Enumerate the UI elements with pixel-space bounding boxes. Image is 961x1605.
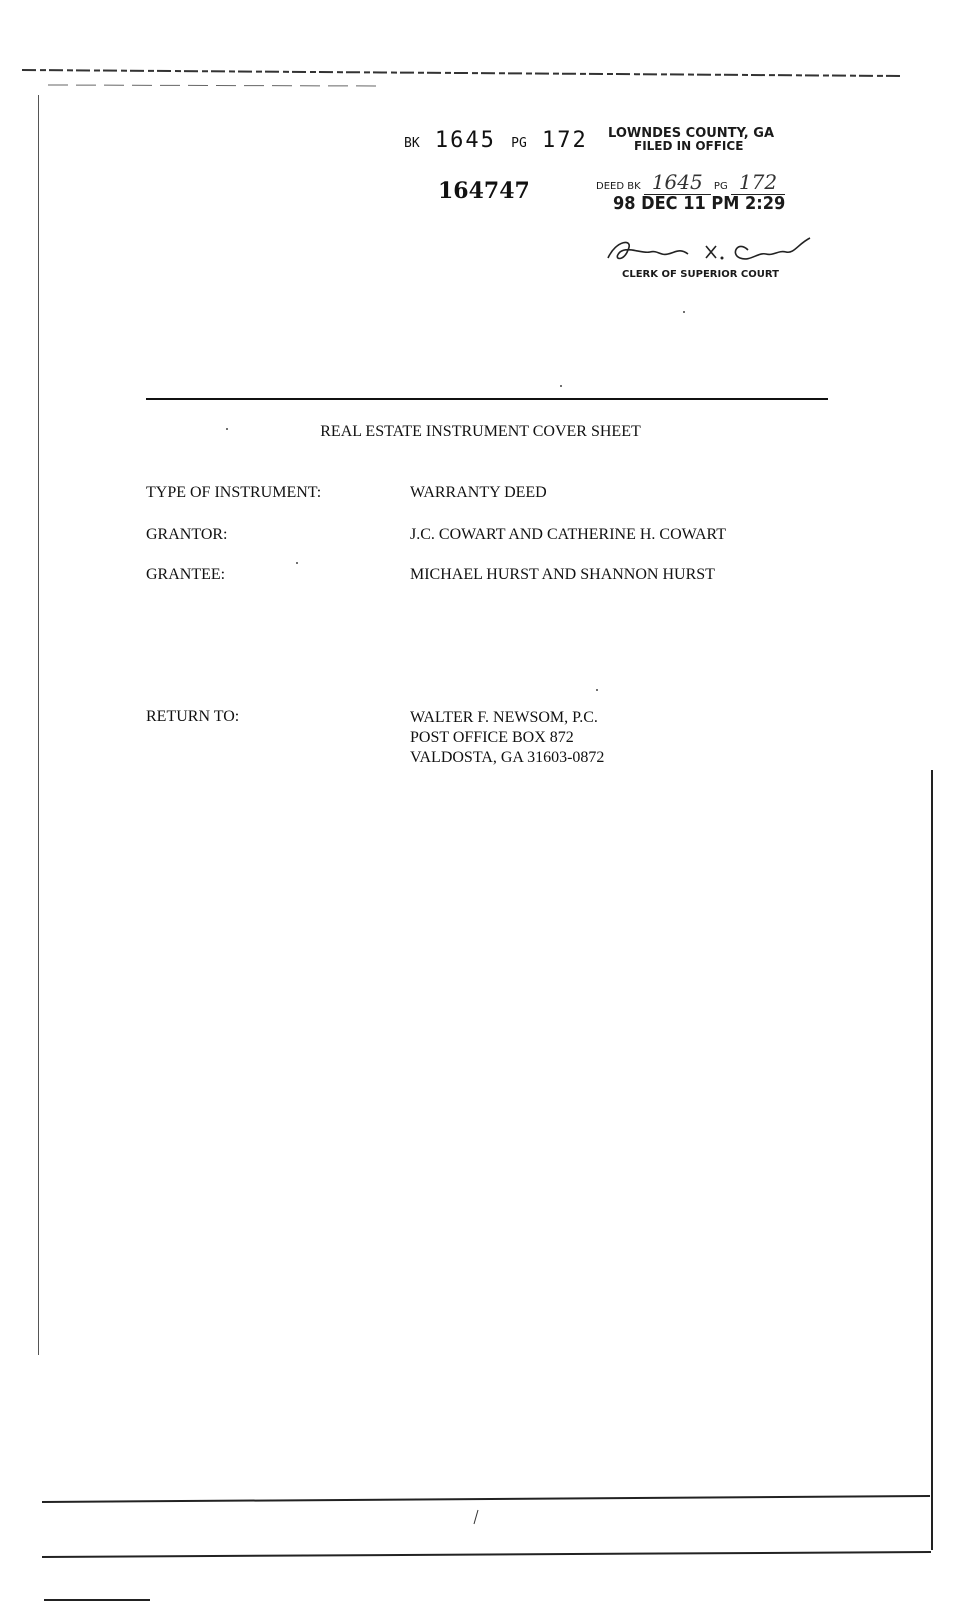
instrument-type-value: WARRANTY DEED [410, 484, 547, 501]
document-title: REAL ESTATE INSTRUMENT COVER SHEET [320, 423, 641, 440]
stamp-pg-value: 172 [731, 170, 785, 195]
scan-speck [596, 689, 598, 691]
page-number: 172 [542, 128, 588, 153]
book-prefix: BK [404, 136, 420, 151]
return-line-3: VALDOSTA, GA 31603-0872 [410, 749, 605, 766]
stamp-date: 98 DEC 11 PM 2:29 [613, 193, 786, 214]
left-page-edge [38, 95, 39, 1355]
stamp-pg-label: PG [713, 181, 728, 192]
bottom-scan-edge [0, 1490, 961, 1605]
book-page-reference [404, 128, 588, 153]
grantee-value: MICHAEL HURST AND SHANNON HURST [410, 566, 715, 583]
top-scan-edge [0, 0, 961, 100]
right-page-edge [931, 770, 933, 1550]
stamp-deed-line [596, 170, 785, 194]
grantee-label: GRANTEE: [146, 566, 226, 583]
document-number: 164747 [438, 178, 530, 204]
scan-speck [560, 385, 562, 387]
grantor-value: J.C. COWART AND CATHERINE H. COWART [410, 526, 727, 543]
title-rule [146, 398, 828, 400]
book-number: 1645 [434, 128, 496, 153]
stamp-clerk: CLERK OF SUPERIOR COURT [622, 269, 779, 280]
stamp-deed-bk-label: DEED BK [596, 181, 641, 192]
scan-speck [226, 428, 228, 430]
stamp-county: LOWNDES COUNTY, GA [608, 126, 775, 141]
stamp-deed-bk-value: 1645 [644, 170, 711, 195]
page-prefix: PG [511, 136, 527, 151]
instrument-type-label: TYPE OF INSTRUMENT: [146, 484, 322, 501]
return-to-label: RETURN TO: [146, 708, 240, 725]
return-to-address [410, 708, 604, 768]
scan-speck [296, 562, 298, 564]
grantor-label: GRANTOR: [146, 526, 228, 543]
scan-speck [683, 311, 685, 313]
clerk-signature [598, 232, 828, 272]
return-line-2: POST OFFICE BOX 872 [410, 729, 574, 746]
stamp-filed: FILED IN OFFICE [634, 139, 744, 153]
return-line-1: WALTER F. NEWSOM, P.C. [410, 709, 598, 726]
